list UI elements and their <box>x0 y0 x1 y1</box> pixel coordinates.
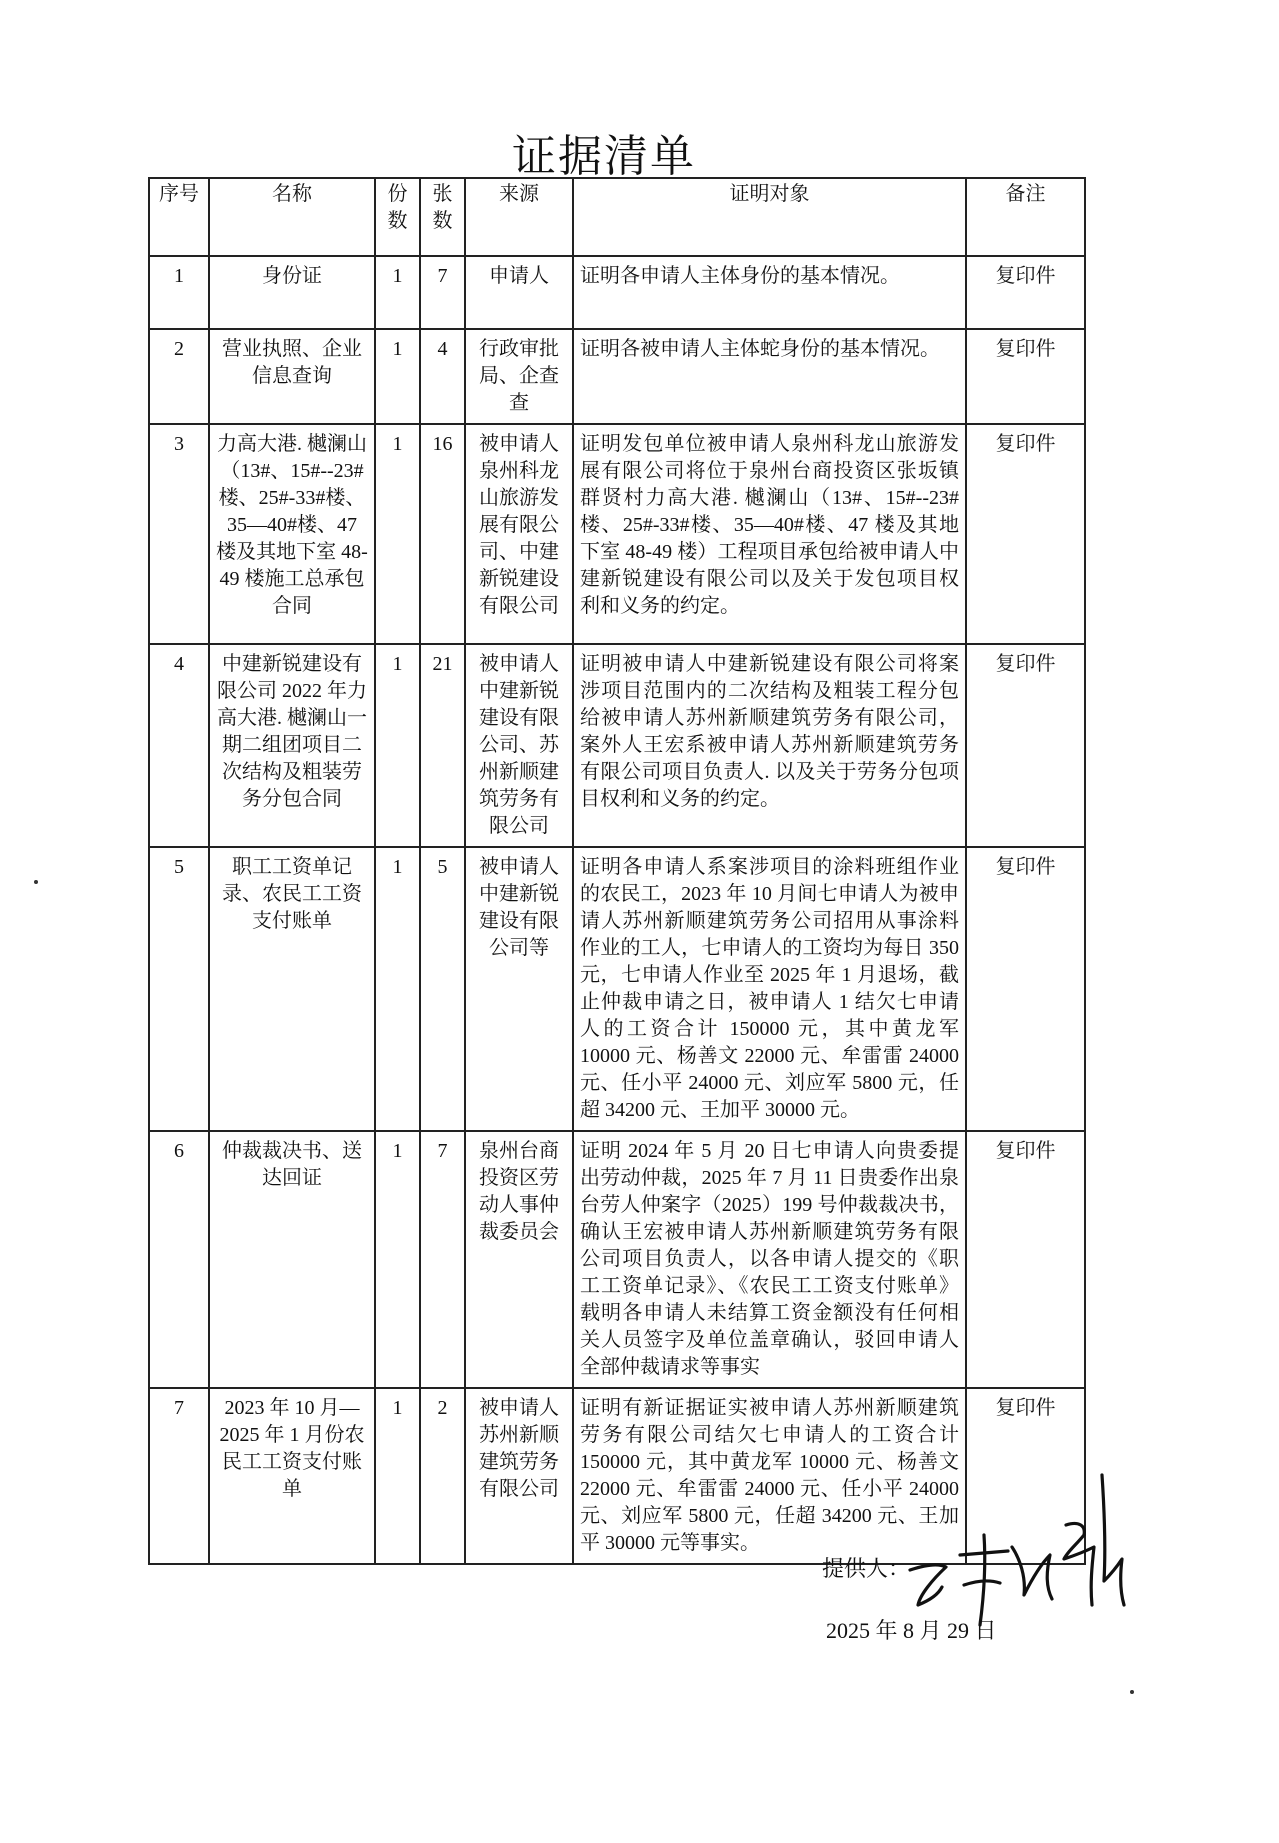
row-source: 行政审批局、企查查 <box>465 329 573 424</box>
row-purpose: 证明被申请人中建新锐建设有限公司将案涉项目范围内的二次结构及粗装工程分包给被申请人苏州新顺建筑劳务有限公司，案外人王宏系被申请人苏州新顺建筑劳务有限公司项目负责人. 以及关于劳务分包项目权利和义务的约定。 <box>573 644 966 847</box>
row-index: 2 <box>149 329 209 424</box>
row-purpose: 证明各被申请人主体蛇身份的基本情况。 <box>573 329 966 424</box>
row-purpose: 证明各申请人系案涉项目的涂料班组作业的农民工，2023 年 10 月间七申请人为被申请人苏州新顺建筑劳务公司招用从事涂料作业的工人，七申请人的工资均为每日 350 元，七申请人作业至 2025 年 1 月退场，截止仲裁申请之日，被申请人 1 结欠七申请人的工资合计 150000 元，其中黄龙军 10000 元、杨善文 22000 元、牟雷雷 24000 元、任小平 24000 元、刘应军 5800 元，任超 34200 元、王加平 30000 元。 <box>573 847 966 1131</box>
row-pages: 7 <box>420 1131 465 1388</box>
row-name: 营业执照、企业信息查询 <box>209 329 375 424</box>
row-index: 1 <box>149 256 209 329</box>
scan-speck <box>34 880 38 884</box>
page-title: 证据清单 <box>512 132 696 181</box>
row-index: 7 <box>149 1388 209 1564</box>
row-name: 2023 年 10 月—2025 年 1 月份农民工工资支付账单 <box>209 1388 375 1564</box>
header-copies: 份数 <box>375 178 420 256</box>
row-purpose: 证明 2024 年 5 月 20 日七申请人向贵委提出劳动仲裁，2025 年 7 月 11 日贵委作出泉台劳人仲案字（2025）199 号仲裁裁决书，确认王宏被申请人苏州新顺建筑劳务有限公司项目负责人，以各申请人提交的《职工工资单记录》、《农民工工资支付账单》载明各申请人未结算工资金额没有任何相关人员签字及单位盖章确认，驳回申请人全部仲裁请求等事实 <box>573 1131 966 1388</box>
table-header-row <box>149 178 1085 256</box>
header-remarks: 备注 <box>966 178 1085 256</box>
row-name: 仲裁裁决书、送达回证 <box>209 1131 375 1388</box>
row-name: 中建新锐建设有限公司 2022 年力高大港. 樾澜山一期二组团项目二次结构及粗装劳务分包合同 <box>209 644 375 847</box>
table-row <box>149 1131 1085 1388</box>
header-index: 序号 <box>149 178 209 256</box>
row-remarks: 复印件 <box>966 329 1085 424</box>
row-copies: 1 <box>375 847 420 1131</box>
table-row <box>149 424 1085 644</box>
row-copies: 1 <box>375 1388 420 1564</box>
signature-stroke <box>960 1535 1008 1625</box>
row-pages: 4 <box>420 329 465 424</box>
row-purpose: 证明发包单位被申请人泉州科龙山旅游发展有限公司将位于泉州台商投资区张坂镇群贤村力高大港. 樾澜山（13#、15#--23#楼、25#-33#楼、35—40#楼、47 楼及其地下室 48-49 楼）工程项目承包给被申请人中建新锐建设有限公司以及关于发包项目权利和义务的约定。 <box>573 424 966 644</box>
table-row <box>149 847 1085 1131</box>
row-copies: 1 <box>375 1131 420 1388</box>
row-remarks: 复印件 <box>966 1388 1085 1564</box>
row-copies: 1 <box>375 256 420 329</box>
header-name: 名称 <box>209 178 375 256</box>
row-pages: 7 <box>420 256 465 329</box>
scan-speck <box>1130 1690 1134 1694</box>
row-remarks: 复印件 <box>966 847 1085 1131</box>
row-name: 职工工资单记录、农民工工资支付账单 <box>209 847 375 1131</box>
row-source: 被申请人苏州新顺建筑劳务有限公司 <box>465 1388 573 1564</box>
row-source: 被申请人中建新锐建设有限公司等 <box>465 847 573 1131</box>
signature-stroke <box>910 1565 946 1605</box>
row-source: 泉州台商投资区劳动人事仲裁委员会 <box>465 1131 573 1388</box>
row-pages: 21 <box>420 644 465 847</box>
row-source: 申请人 <box>465 256 573 329</box>
row-index: 3 <box>149 424 209 644</box>
table-row <box>149 644 1085 847</box>
table-row <box>149 256 1085 329</box>
row-pages: 2 <box>420 1388 465 1564</box>
row-source: 被申请人中建新锐建设有限公司、苏州新顺建筑劳务有限公司 <box>465 644 573 847</box>
signature-stroke <box>1102 1475 1124 1605</box>
row-pages: 16 <box>420 424 465 644</box>
signature-stroke <box>1064 1523 1094 1605</box>
row-pages: 5 <box>420 847 465 1131</box>
header-source: 来源 <box>465 178 573 256</box>
handwritten-signature <box>880 1455 1140 1645</box>
header-pages: 张数 <box>420 178 465 256</box>
row-copies: 1 <box>375 424 420 644</box>
row-purpose: 证明有新证据证实被申请人苏州新顺建筑劳务有限公司结欠七申请人的工资合计 150000 元，其中黄龙军 10000 元、杨善文 22000 元、牟雷雷 24000 元、任小平 24000 元、刘应军 5800 元，任超 34200 元、王加平 30000 元等事实。 <box>573 1388 966 1564</box>
table-row <box>149 329 1085 424</box>
row-name: 身份证 <box>209 256 375 329</box>
row-purpose: 证明各申请人主体身份的基本情况。 <box>573 256 966 329</box>
row-remarks: 复印件 <box>966 1131 1085 1388</box>
row-copies: 1 <box>375 644 420 847</box>
row-remarks: 复印件 <box>966 644 1085 847</box>
header-purpose: 证明对象 <box>573 178 966 256</box>
row-index: 6 <box>149 1131 209 1388</box>
provider-label: 提供人： <box>822 1556 911 1581</box>
row-name: 力高大港. 樾澜山（13#、15#--23#楼、25#-33#楼、35—40#楼、47 楼及其地下室 48-49 楼施工总承包合同 <box>209 424 375 644</box>
row-copies: 1 <box>375 329 420 424</box>
row-source: 被申请人泉州科龙山旅游发展有限公司、中建新锐建设有限公司 <box>465 424 573 644</box>
signature-stroke <box>1012 1547 1052 1599</box>
evidence-table <box>148 177 1086 1565</box>
row-remarks: 复印件 <box>966 424 1085 644</box>
row-index: 4 <box>149 644 209 847</box>
row-remarks: 复印件 <box>966 256 1085 329</box>
signature-date: 2025 年 8 月 29 日 <box>826 1618 997 1643</box>
row-index: 5 <box>149 847 209 1131</box>
